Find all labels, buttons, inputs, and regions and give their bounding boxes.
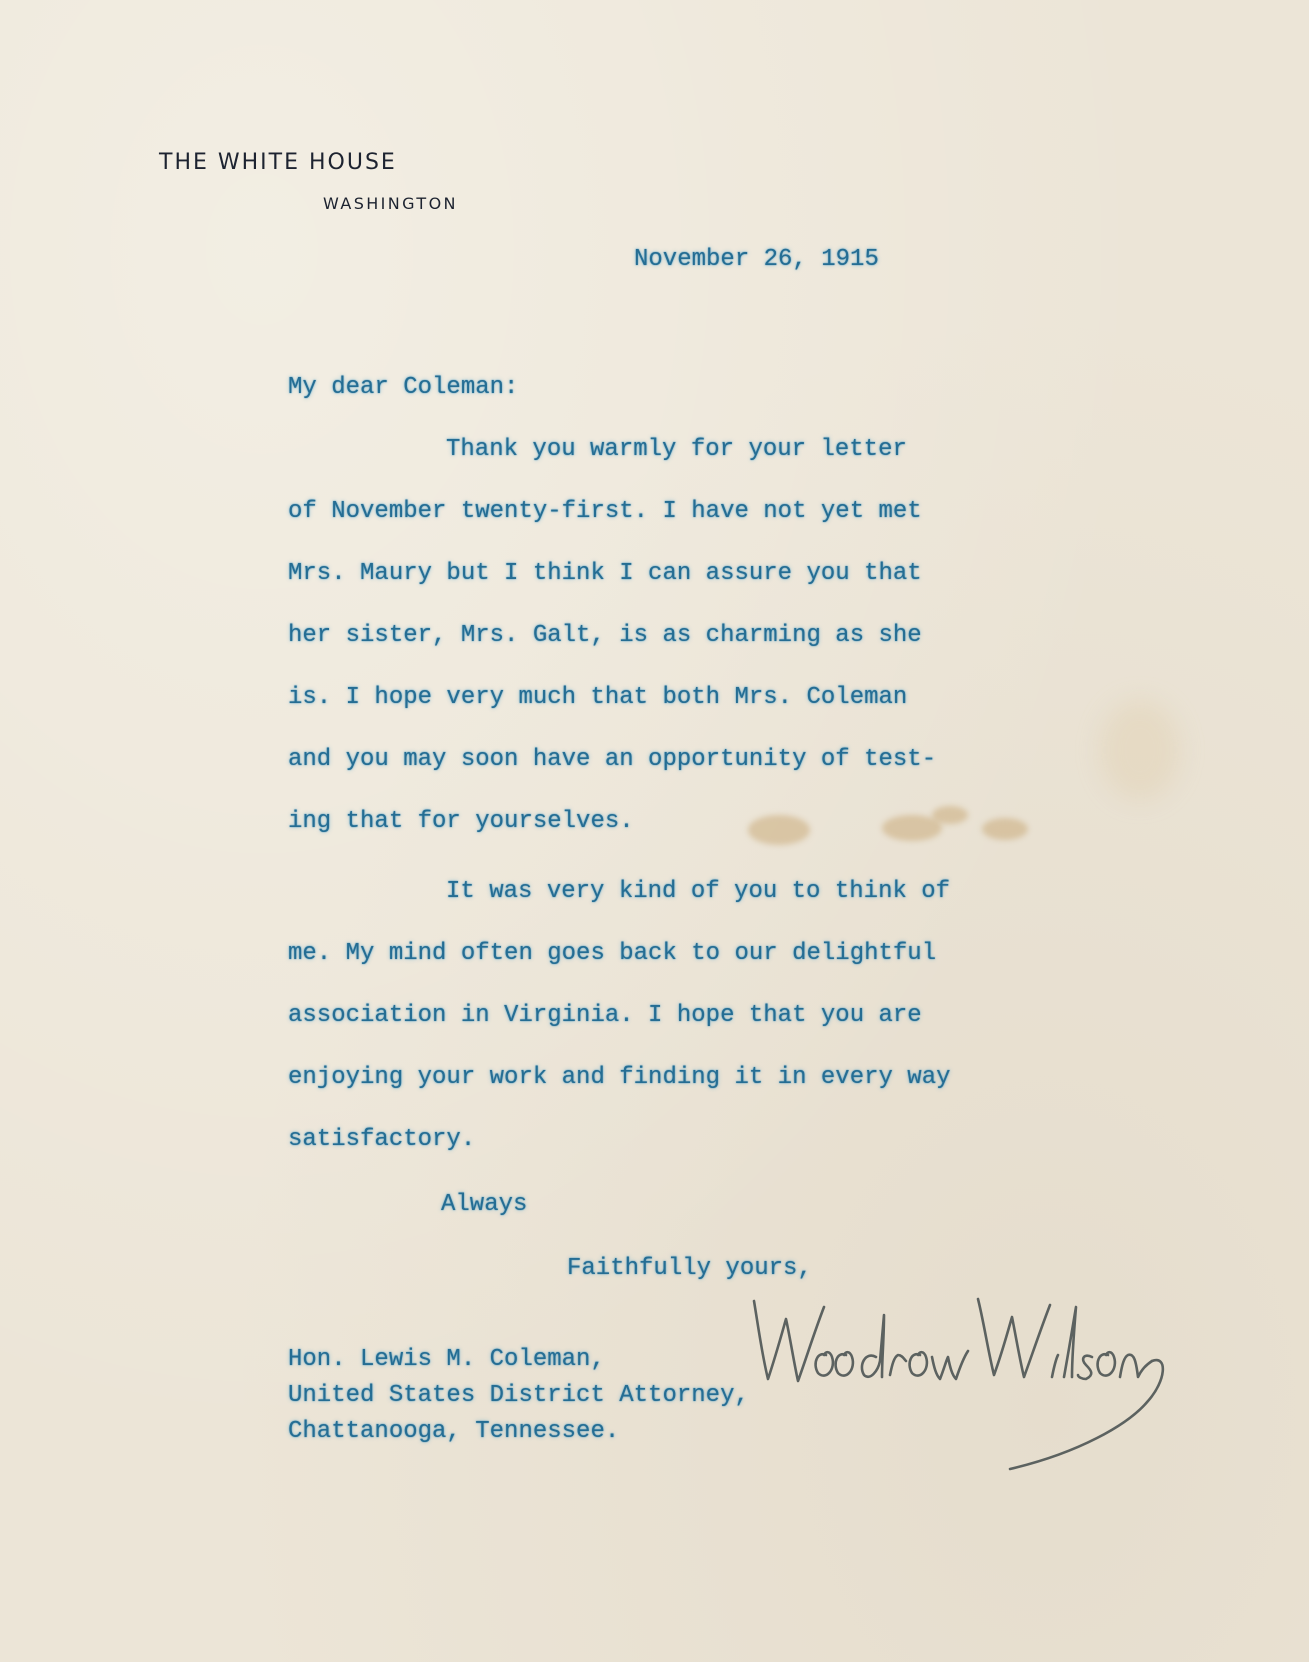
paper-stain: [1100, 700, 1180, 800]
salutation: My dear Coleman:: [288, 374, 519, 401]
paragraph-2-line-3: association in Virginia. I hope that you are: [288, 1002, 922, 1029]
signature-woodrow-wilson: [748, 1285, 1168, 1475]
paragraph-1-line-4: her sister, Mrs. Galt, is as charming as she: [288, 622, 922, 649]
paragraph-2-line-5: satisfactory.: [288, 1126, 476, 1153]
letterhead-title: THE WHITE HOUSE: [159, 150, 397, 175]
paper-stain: [748, 815, 810, 845]
paper-stain: [932, 806, 968, 824]
closing-faithfully: Faithfully yours,: [567, 1255, 812, 1282]
paragraph-2-line-2: me. My mind often goes back to our delightful: [288, 940, 937, 967]
paragraph-1-line-7: ing that for yourselves.: [288, 808, 634, 835]
addressee-line-2: United States District Attorney,: [288, 1382, 749, 1409]
paragraph-2-line-4: enjoying your work and finding it in every way: [288, 1064, 951, 1091]
paragraph-1-line-6: and you may soon have an opportunity of test-: [288, 746, 937, 773]
letter-date: November 26, 1915: [634, 246, 879, 273]
paragraph-1-line-2: of November twenty-first. I have not yet met: [288, 498, 922, 525]
closing-always: Always: [441, 1191, 528, 1218]
letterhead-subtitle: WASHINGTON: [323, 194, 458, 213]
addressee-line-3: Chattanooga, Tennessee.: [288, 1418, 620, 1445]
paragraph-2-line-1: It was very kind of you to think of: [446, 878, 951, 905]
paragraph-1-line-5: is. I hope very much that both Mrs. Coleman: [288, 684, 908, 711]
paragraph-1-line-3: Mrs. Maury but I think I can assure you that: [288, 560, 922, 587]
addressee-line-1: Hon. Lewis M. Coleman,: [288, 1346, 605, 1373]
paragraph-1-line-1: Thank you warmly for your letter: [446, 436, 907, 463]
paper-stain: [982, 818, 1028, 840]
